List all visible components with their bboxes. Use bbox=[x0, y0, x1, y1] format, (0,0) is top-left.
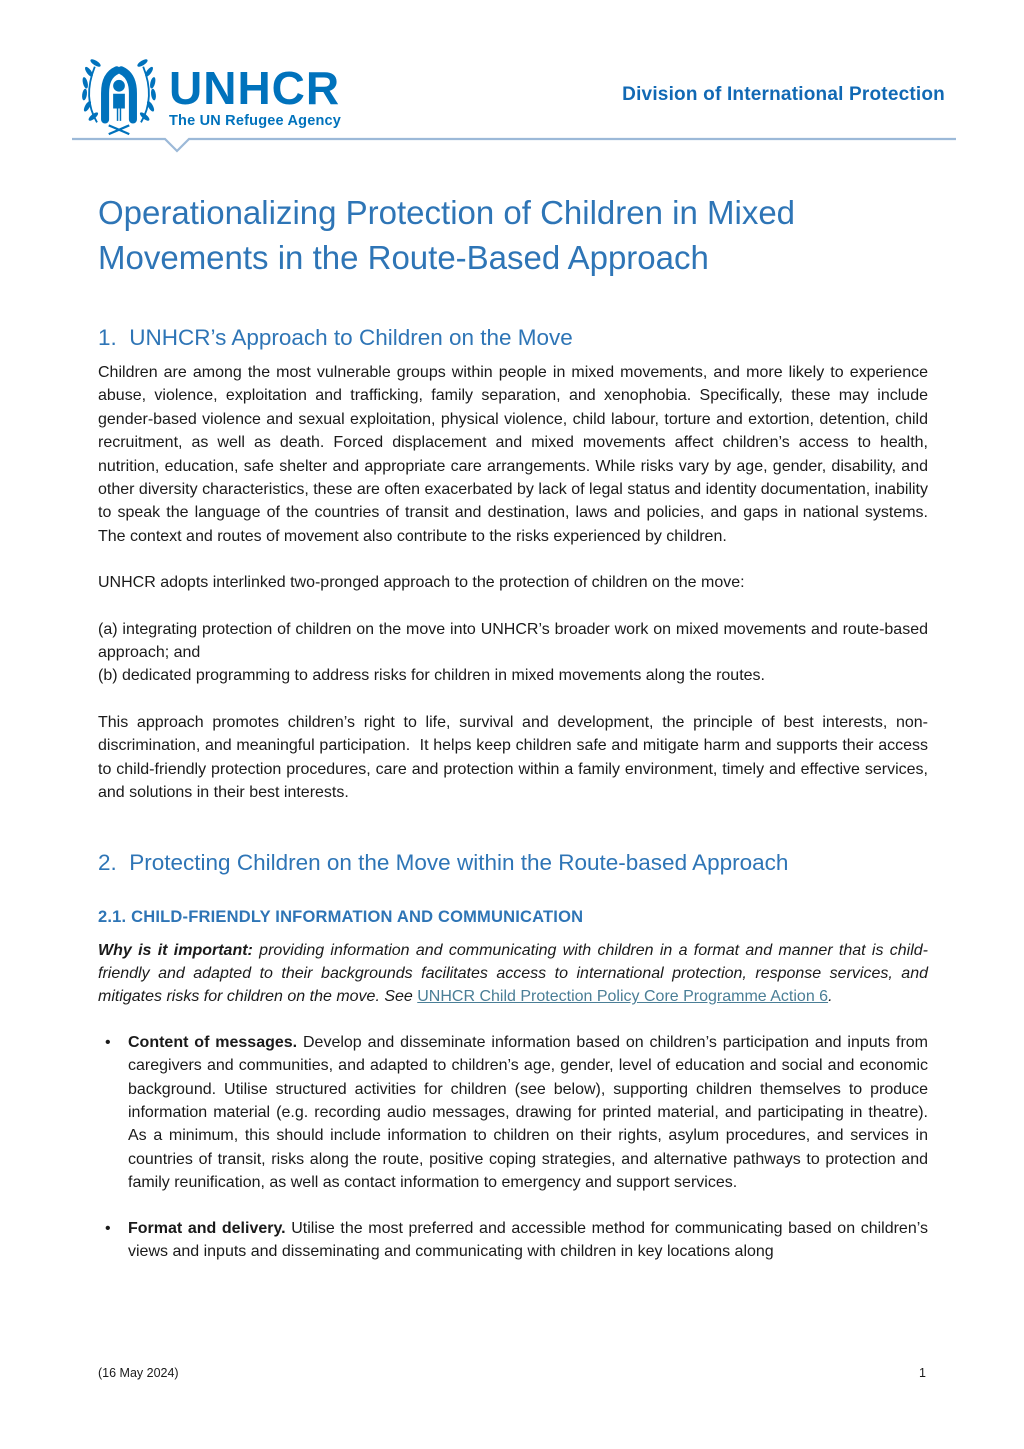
why-important-paragraph bbox=[98, 939, 928, 1009]
header-divider bbox=[72, 136, 956, 156]
child-protection-policy-link[interactable]: UNHCR Child Protection Policy Core Programme Action 6 bbox=[417, 988, 829, 1006]
bullet-label: Content of messages. bbox=[128, 1033, 298, 1051]
page-title: Operationalizing Protection of Children in Mixed Movements in the Route-Based Approach bbox=[98, 194, 796, 276]
section-1-paragraph-3: This approach promotes children’s right to life, survival and development, the principle of best interests, non-discrimination, and meaningful participation. It helps keep children safe and mitigate harm and supports their access to child-friendly protection procedures, care and protection within a family environment, timely and effective services, and solutions in their best interests. bbox=[98, 713, 928, 802]
unhcr-emblem-icon bbox=[75, 52, 163, 140]
footer-page-number: 1 bbox=[919, 1366, 926, 1380]
bullet-text: Utilise the most preferred and accessible method for communicating based on children’s views and inputs and disseminating and communicating with children in key locations along bbox=[128, 1219, 928, 1260]
section-2-1-heading: 2.1. CHILD-FRIENDLY INFORMATION AND COMMUNICATION bbox=[98, 907, 584, 926]
why-important-suffix: . bbox=[828, 988, 833, 1006]
unhcr-wordmark bbox=[169, 61, 342, 130]
list-item-format-and-delivery bbox=[98, 1217, 928, 1264]
logo-title: UNHCR bbox=[169, 61, 341, 114]
section-1-item-a: (a) integrating protection of children on the move into UNHCR’s broader work on mixed movements and route-based approach; and bbox=[98, 620, 928, 662]
section-1-paragraph-1: Children are among the most vulnerable groups within people in mixed movements, and more likely to experience abuse, violence, exploitation and trafficking, family separation, and xenophobia. Specifically, these may include gender-based violence and sexual exploitation, physical violence, child labour, torture and extortion, detention, child recruitment, as well as death. Forced displacement and mixed movements affect children’s access to health, nutrition, education, safe shelter and appropriate care arrangements. While risks vary by age, gender, disability, and other diversity characteristics, these are often exacerbated by lack of legal status and identity documentation, inability to speak the language of the countries of transit and destination, laws and policies, and gaps in national systems. The context and routes of movement also contribute to the risks experienced by children. bbox=[98, 364, 928, 545]
bullet-icon: • bbox=[105, 1033, 111, 1051]
bullet-icon: • bbox=[105, 1219, 111, 1237]
section-1-heading: 1. UNHCR’s Approach to Children on the Move bbox=[98, 325, 573, 350]
page-header bbox=[75, 52, 945, 140]
page-footer bbox=[98, 1366, 926, 1380]
why-important-text: providing information and communicating with children in a format and manner that is child-friendly and adapted to their backgrounds facilitates access to international protection, response services, and mitigates risks for children on the move. See bbox=[98, 941, 929, 1006]
division-title: Division of International Protection bbox=[622, 84, 945, 105]
section-1-item-b: (b) dedicated programming to address risks for children in mixed movements along the routes. bbox=[98, 667, 765, 685]
bullet-text: Develop and disseminate information based on children’s participation and inputs from caregivers and communities, and adapted to children’s age, gender, level of education and social and economic background. Utilise structured activities for children (see below), supporting children themselves to produce information material (e.g. recording audio messages, drawing for printed material, and participating in theatre). As a minimum, this should include information to children on their rights, asylum procedures, and services in countries of transit, risks along the route, positive coping strategies, and alternative pathways to protection and family reunification, as well as contact information to emergency and support services. bbox=[128, 1033, 929, 1192]
why-important-label: Why is it important: bbox=[98, 941, 253, 959]
footer-date: (16 May 2024) bbox=[98, 1366, 179, 1380]
list-item-content-of-messages bbox=[98, 1031, 928, 1195]
section-1-paragraph-2: UNHCR adopts interlinked two-pronged approach to the protection of children on the move: bbox=[98, 574, 745, 592]
bullet-label: Format and delivery. bbox=[128, 1219, 286, 1237]
section-2-heading: 2. Protecting Children on the Move within the Route-based Approach bbox=[98, 849, 789, 875]
unhcr-logo bbox=[75, 52, 341, 140]
logo-tagline: The UN Refugee Agency bbox=[169, 113, 342, 130]
document-content bbox=[98, 190, 928, 1263]
